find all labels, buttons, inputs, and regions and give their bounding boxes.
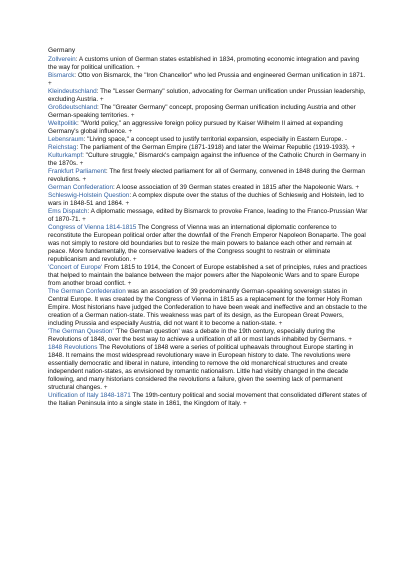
definition-text: From 1815 to 1914, the Concert of Europe established a set of principles, rules and practices that helped to maintain the balance between the major powers after the Napoleonic Wars and to spare Europe from another broad conflict. <box>48 264 367 287</box>
expand-toggle[interactable]: + <box>132 256 137 263</box>
definition-text: The parliament of the German Empire (1871-1918) and later the Weimar Republic (1919-1933). <box>79 144 350 151</box>
term-link[interactable]: Ems Dispatch <box>48 208 88 215</box>
expand-toggle[interactable]: + <box>82 216 86 223</box>
definition-text: "Living space," a concept used to justify territorial expansion, especially in Eastern Europe. <box>87 136 344 143</box>
list-item <box>48 88 368 104</box>
list-item <box>48 136 368 144</box>
expand-toggle[interactable]: + <box>103 384 108 391</box>
term-link[interactable]: Congress of Vienna 1814-1815 <box>48 224 137 231</box>
term-link[interactable]: 1848 Revolutions <box>48 344 98 351</box>
entry-list <box>48 56 368 408</box>
definition-text: The Congress of Vienna was an international diplomatic conference to reconstitute the European political order after the downfall of the French Emperor Napoleon Bonaparte. The goal was not simply to restore old boundaries but to resize the main powers to balance each other and remain at peace. More fundamentally, the conservative leaders of the Congress sought to restrain or eliminate republicanism and revolution. <box>48 224 366 263</box>
term-link[interactable]: Kleindeutschland <box>48 88 97 95</box>
expand-toggle[interactable]: + <box>128 128 133 135</box>
expand-toggle[interactable]: + <box>242 400 247 407</box>
term-link[interactable]: Weltpolitik <box>48 120 78 127</box>
term-separator: : <box>87 208 91 215</box>
definition-text: A diplomatic message, edited by Bismarck to provoke France, leading to the Franco-Prussian War of 1870-71. <box>48 208 368 223</box>
expand-toggle[interactable]: + <box>127 280 132 287</box>
list-item <box>48 288 368 328</box>
definition-text: A complex dispute over the status of the duchies of Schleswig and Holstein, led to wars in 1848-51 and 1864. <box>48 192 364 207</box>
expand-toggle[interactable]: + <box>351 144 356 151</box>
term-link[interactable]: Unification of Italy 1848-1871 <box>48 392 131 399</box>
term-link[interactable]: Kulturkampf <box>48 152 83 159</box>
list-item <box>48 56 368 72</box>
definition-text: The "Greater Germany" concept, proposing German unification including Austria and other German-speaking territories. <box>48 104 356 119</box>
list-item <box>48 152 368 168</box>
expand-toggle[interactable]: - <box>344 136 348 143</box>
document-page <box>48 47 368 408</box>
definition-text: "World policy," an aggressive foreign policy pursued by Kaiser Wilhelm II aimed at expanding Germany's global influence. <box>48 120 343 135</box>
definition-text: The "Lesser Germany" solution, advocating for German unification under Prussian leadership, excluding Austria. <box>48 88 366 103</box>
term-separator: : <box>105 168 110 175</box>
term-separator: : <box>82 152 86 159</box>
expand-toggle[interactable]: + <box>79 160 84 167</box>
term-link[interactable]: Großdeutschland <box>48 104 98 111</box>
list-item <box>48 184 368 192</box>
definition-text: 'The German question' was a debate in the 19th century, especially during the Revolutions of 1848, over the best way to achieve a unification of all or most lands inhabited by Germans. <box>48 328 347 343</box>
term-separator: : <box>74 72 78 79</box>
term-separator: : <box>76 144 80 151</box>
page-title: Germany <box>48 47 76 54</box>
term-link[interactable]: Bismarck <box>48 72 75 79</box>
list-item <box>48 192 368 208</box>
list-item <box>48 72 368 88</box>
term-link[interactable]: 'Concert of Europe' <box>48 264 103 271</box>
term-separator: : <box>129 192 133 199</box>
definition-text: A customs union of German states established in 1834, promoting economic integration and paving the way for political unification. <box>48 56 360 71</box>
definition-text: A loose association of 39 German states created in 1815 after the Napoleonic Wars. <box>116 184 354 191</box>
term-separator: : <box>83 136 88 143</box>
definition-text: was an association of 39 predominantly German-speaking sovereign states in Central Europe. It was created by the Congress of Vienna in 1815 as a replacement for the former Holy Roman Empire. Most historians have judged the Confederation to have been weak and ineffective and an obstacle to the creation of a German nation-state. This weakness was part of its design, as the European Great Powers, including Prussia and especially Austria, did not want it to become a nation-state. <box>48 288 367 327</box>
term-link[interactable]: The German Confederation <box>48 288 126 295</box>
list-item <box>48 264 368 288</box>
term-separator: : <box>75 56 79 63</box>
term-link[interactable]: Schleswig-Holstein Question <box>48 192 130 199</box>
expand-toggle[interactable]: + <box>48 80 52 87</box>
term-separator: : <box>97 104 101 111</box>
expand-toggle[interactable]: + <box>355 184 360 191</box>
term-separator: : <box>113 184 117 191</box>
definition-text: The Revolutions of 1848 were a series of political upheavals throughout Europe starting in 1848. It remains the most widespread revolutionary wave in European history to date. The revolutions were essentially democratic and liberal in nature, intending to remove the old monarchical structures and create independent nation-states, as envisioned by romantic nationalism. Little had visibly changed in the decade following, and many historians considered the revolutions a failure, given the seeming lack of permanent structural changes. <box>48 344 354 391</box>
definition-text: The first freely elected parliament for all of Germany, convened in 1848 during the German revolutions. <box>48 168 365 183</box>
term-link[interactable]: Frankfurt Parliament <box>48 168 106 175</box>
expand-toggle[interactable]: + <box>278 320 283 327</box>
list-item <box>48 120 368 136</box>
list-item <box>48 328 368 344</box>
list-item <box>48 392 368 408</box>
expand-toggle[interactable]: + <box>136 64 141 71</box>
list-item <box>48 168 368 184</box>
definition-text: "Culture struggle," Bismarck's campaign against the influence of the Catholic Church in Germany in the 1870s. <box>48 152 367 167</box>
list-item <box>48 144 368 152</box>
term-separator: : <box>96 88 101 95</box>
list-item <box>48 344 368 392</box>
term-link[interactable]: Zollverein <box>48 56 76 63</box>
list-item <box>48 208 368 224</box>
definition-text: The 19th-century political and social movement that consolidated different states of the Italian Peninsula into a single state in 1861, the Kingdom of Italy. <box>48 392 367 407</box>
expand-toggle[interactable]: + <box>99 96 104 103</box>
term-link[interactable]: German Confederation <box>48 184 114 191</box>
term-link[interactable]: 'The German Question' <box>48 328 114 335</box>
term-separator: : <box>77 120 81 127</box>
term-link[interactable]: Lebensraum <box>48 136 84 143</box>
expand-toggle[interactable]: + <box>82 176 87 183</box>
expand-toggle[interactable]: + <box>125 200 130 207</box>
expand-toggle[interactable]: + <box>130 112 135 119</box>
list-item <box>48 224 368 264</box>
expand-toggle[interactable]: + <box>348 336 352 343</box>
definition-text: Otto von Bismarck, the "Iron Chancellor" who led Prussia and engineered German unification in 1871. <box>77 72 366 79</box>
list-item <box>48 104 368 120</box>
term-link[interactable]: Reichstag <box>48 144 77 151</box>
